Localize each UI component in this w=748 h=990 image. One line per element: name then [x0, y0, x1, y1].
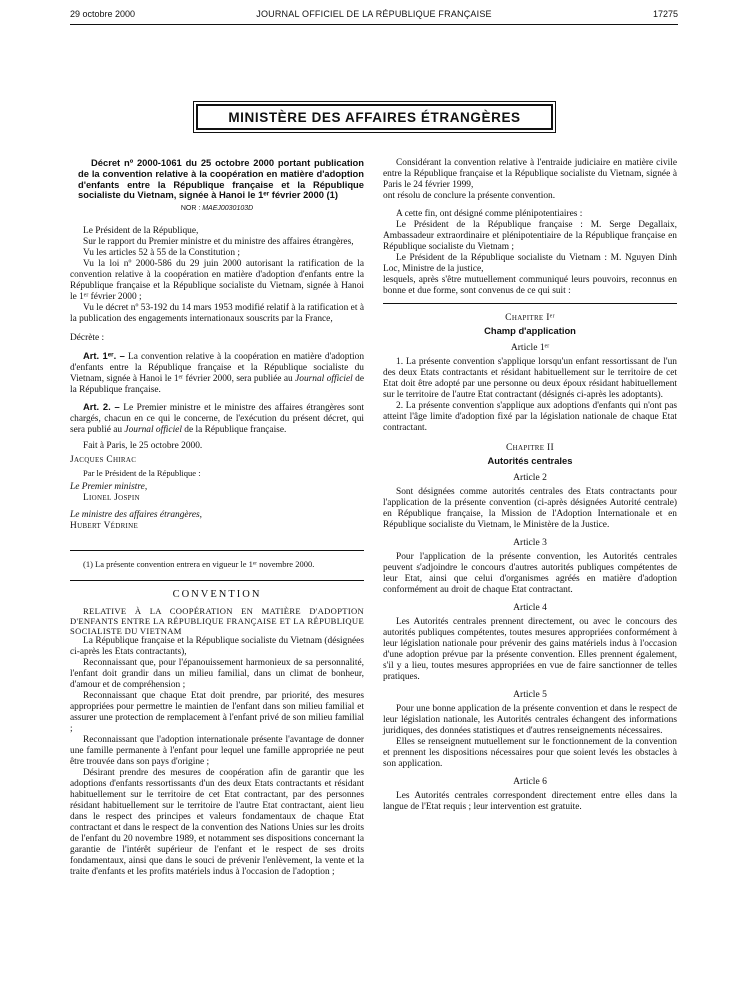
decree-intro-line: Sur le rapport du Premier ministre et du ministre des affaires étrangères, — [83, 237, 354, 248]
article-3-paragraph: Pour l'application de la présente convention, les Autorités centrales peuvent s'adjoindre le concours d'autres autorités publiques compétentes de leur Etat, ainsi que celui d'organismes agréés en matière d'adoption conformément au droit de chaque Etat contractant. — [383, 552, 677, 595]
article-5-paragraph-2: Elles se renseignent mutuellement sur le fonctionnement de la convention et prennent les dispositions nécessaires pour que soient levés les obstacles à son application. — [383, 737, 677, 769]
convention-subtitle: RELATIVE À LA COOPÉRATION EN MATIÈRE D'ADOPTION D'ENFANTS ENTRE LA RÉPUBLIQUE FRANÇAISE ET LA RÉPUBLIQUE SOCIALISTE DU VIETNAM — [70, 606, 364, 637]
convention-title: CONVENTION — [172, 589, 262, 601]
decree-title: Décret nº 2000-1061 du 25 octobre 2000 portant publication de la convention relative à la coopération en matière d'adoption d'enfants entre la République française et la République socialiste du Vietnam, signée à Hanoi le 1ᵉʳ février 2000 (1) — [78, 157, 364, 201]
decree-article-1-text-a: La convention relative à la coopération en matière d'adoption d'enfants entre la République française et la République socialiste du Vietnam, signée à Hanoi le 1ᵉʳ février 2000, sera publiée au — [70, 352, 365, 385]
decree-footnote: (1) La présente convention entrera en vigueur le 1ᵉʳ novembre 2000. — [83, 559, 315, 570]
plenipotentiary-vietnam: Le Président de la République socialiste du Vietnam : M. Nguyen Dinh Loc, Ministre de la justice, — [383, 253, 677, 274]
chapter-2-title: Autorités centrales — [487, 455, 573, 466]
article-1-heading: Article 1ᵉʳ — [510, 342, 550, 353]
article-1-paragraph-2: 2. La présente convention s'applique aux adoptions d'enfants qui n'ont pas atteint l'âge limite d'adoption fixé par la législation nationale de chaque Etat contractant. — [383, 401, 677, 433]
president-signature: Jacques Chirac — [70, 455, 137, 466]
nor-code: MAEJ0030103D — [202, 205, 254, 213]
decree-intro-line: Vu les articles 52 à 55 de la Constitution ; — [83, 248, 240, 259]
ministry-heading: MINISTÈRE DES AFFAIRES ÉTRANGÈRES — [196, 104, 553, 130]
preamble-paragraph: Désirant prendre des mesures de coopération afin de garantir que les adoptions d'enfants ressortissants d'un des deux Etats contractants et résidant habituellement sur le territoire de cet Etat contractant, par des personnes résidant habituellement sur le territoire de l'autre Etat contractant, aient lieu dans le respect des principes et valeurs fondamentaux de chaque Etat contractant et dans le respect de la convention des Nations Unies sur les droits de l'enfant du 20 novembre 1989, et notamment ses dispositions concernant la garantie de l'intérêt supérieur de l'enfant et le respect de ses droits fondamentaux, ainsi que dans le souci de prévenir l'enlèvement, la vente et la traite d'enfants et les profits matériels indus à l'occasion de l'adoption ; — [70, 768, 364, 878]
article-4-heading: Article 4 — [513, 602, 547, 613]
decrete-heading: Décrète : — [70, 333, 105, 344]
decree-article-1-label: Art. 1ᵉʳ. – — [83, 350, 125, 362]
article-5-paragraph-1: Pour une bonne application de la présente convention et dans le respect de leur législation nationale, les Autorités centrales échangent des informations juridiques, des données statistiques et d'autres renseignements nécessaires. — [383, 704, 677, 736]
decree-article-2 — [70, 401, 364, 436]
article-3-heading: Article 3 — [513, 537, 547, 548]
header-journal-title: JOURNAL OFFICIEL DE LA RÉPUBLIQUE FRANÇAISE — [256, 9, 492, 19]
nor-label: NOR : — [180, 205, 203, 213]
preamble-paragraph: Considérant la convention relative à l'entraide judiciaire en matière civile entre la République française et la République socialiste du Vietnam, signée à Paris le 24 février 1999, — [383, 158, 677, 190]
article-6-paragraph: Les Autorités centrales correspondent directement entre elles dans la langue de l'Etat requis ; leur intervention est gratuite. — [383, 791, 677, 812]
preamble-paragraph: Reconnaissant que chaque Etat doit prendre, par priorité, des mesures appropriées pour permettre le maintien de l'enfant dans son milieu familial et assurer une protection de remplacement à l'enfant privé de son milieu familial ; — [70, 691, 364, 735]
decree-intro-line: Vu le décret nº 53-192 du 14 mars 1953 modifié relatif à la ratification et à la publication des engagements internationaux souscrits par la France, — [70, 303, 364, 325]
article-2-heading: Article 2 — [513, 472, 547, 483]
pm-title-text: Le Premier ministre, — [70, 482, 148, 493]
plenipotentiaries-after: lesquels, après s'être mutuellement communiqué leurs pouvoirs, reconnus en bonne et due forme, sont convenus de ce qui suit : — [383, 275, 677, 296]
section-rule — [383, 303, 677, 304]
header-date: 29 octobre 2000 — [70, 9, 136, 19]
plenipotentiary-france: Le Président de la République française : M. Serge Degallaix, Ambassadeur extraordinaire et plénipotentiaire de la République française en République socialiste du Vietnam ; — [383, 220, 677, 252]
header-rule — [70, 24, 678, 25]
journal-officiel-ref: Journal officiel — [295, 374, 353, 385]
decree-article-1-text-b: de la République française. — [70, 374, 365, 396]
preamble-paragraph: Reconnaissant que l'adoption internationale présente l'avantage de donner une famille permanente à l'enfant pour lequel une famille appropriée ne peut être trouvée dans son pays d'origine ; — [70, 735, 364, 768]
nor-reference — [70, 203, 364, 214]
journal-officiel-ref: Journal officiel — [124, 425, 182, 436]
footnote-rule — [70, 550, 364, 551]
left-column — [70, 158, 364, 878]
fa-name: Hubert Védrine — [70, 521, 139, 532]
article-4-paragraph: Les Autorités centrales prennent directement, ou avec le concours des autorités publiques compétentes, toutes mesures appropriées conformément à leur législation nationale pour prévenir des gains matériels indus à l'occasion d'une adoption prévue par la présente convention. Elles prennent également, s'il y a lieu, toutes mesures appropriées en vue de faire sanctionner de telles pratiques. — [383, 617, 677, 682]
right-column — [383, 158, 677, 813]
preamble-paragraph: Reconnaissant que, pour l'épanouissement harmonieux de sa personnalité, l'enfant doit grandir dans un milieu familial, dans un climat de bonheur, d'amour et de compréhension ; — [70, 658, 364, 691]
decree-article-1 — [70, 350, 364, 396]
decree-article-2-text-b: de la République française. — [184, 425, 287, 436]
pm-title — [70, 482, 364, 493]
fa-title — [70, 510, 364, 521]
preamble-paragraph: La République française et la République socialiste du Vietnam (désignées ci-après les Etats contractants), — [70, 636, 364, 658]
by-president-line: Par le Président de la République : — [83, 468, 201, 479]
page-header — [70, 9, 678, 23]
decree-intro-line: Vu la loi nº 2000-586 du 29 juin 2000 autorisant la ratification de la convention relative à la coopération en matière d'adoption d'enfants entre la République française et la République socialiste du Vietnam, signée à Hanoi le 1ᵉʳ février 2000 ; — [70, 259, 364, 303]
plenipotentiaries-line: A cette fin, ont désigné comme plénipotentiaires : — [396, 209, 583, 219]
header-page-number: 17275 — [652, 9, 678, 19]
chapter-1-label: Chapitre Iᵉʳ — [505, 312, 555, 323]
resolved-line: ont résolu de conclure la présente convention. — [383, 191, 556, 201]
article-2-paragraph: Sont désignées comme autorités centrales des Etats contractants pour l'application de la présente convention (ci-après désignées Autorité centrale) en République française, la Mission de l'Adoption Internationale et en République socialiste du Vietnam, le Ministère de la Justice. — [383, 487, 677, 530]
chapter-2-label: Chapitre II — [505, 442, 555, 453]
pm-name: Lionel Jospin — [83, 493, 140, 504]
article-5-heading: Article 5 — [513, 689, 547, 700]
decree-done-at: Fait à Paris, le 25 octobre 2000. — [83, 441, 203, 452]
section-rule — [70, 580, 364, 581]
chapter-1-title: Champ d'application — [484, 325, 576, 336]
article-6-heading: Article 6 — [513, 776, 547, 787]
decree-intro-line: Le Président de la République, — [83, 226, 199, 237]
article-1-paragraph-1: 1. La présente convention s'applique lorsqu'un enfant ressortissant de l'un des deux Etats contractants et résidant habituellement sur le territoire de cet Etat doit être adopté par une personne ou deux époux résidant habituellement sur le territoire de l'autre Etat contractant (désignés ci-après les adoptants). — [383, 357, 677, 400]
fa-title-text: Le ministre des affaires étrangères, — [70, 510, 203, 521]
decree-article-2-text-a: Le Premier ministre et le ministre des affaires étrangères sont chargés, chacun en ce qui le concerne, de l'exécution du présent décret, qui sera publié au — [70, 403, 364, 436]
decree-article-2-label: Art. 2. – — [83, 401, 120, 413]
